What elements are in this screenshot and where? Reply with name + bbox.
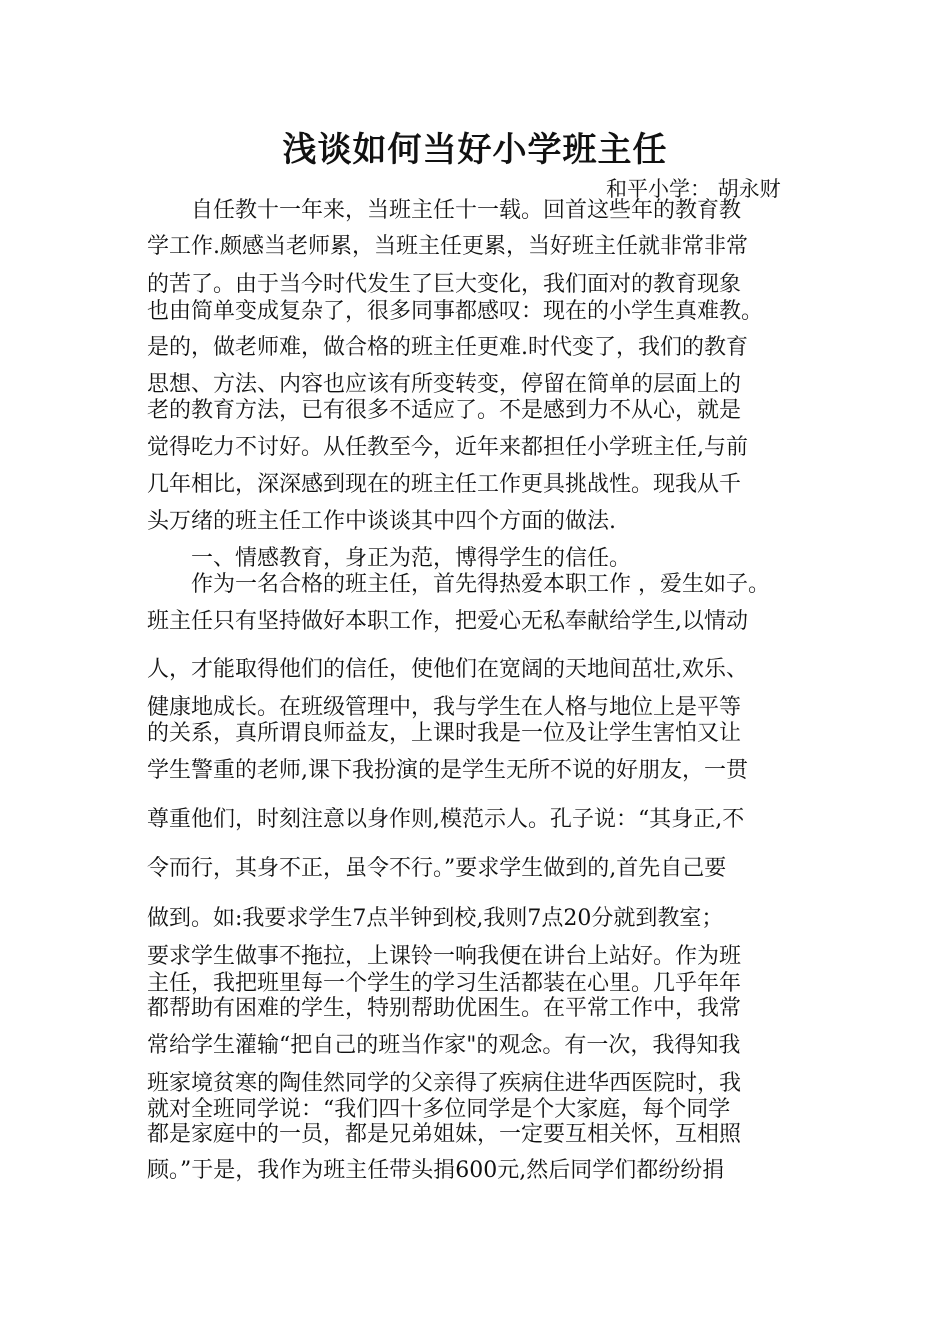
section-heading: 一、情感教育，身正为范，博得学生的信任。 [191, 546, 632, 571]
text-line: 主任，我把班里每一个学生的学习生活都装在心里。几乎年年 [147, 971, 742, 996]
text-line: 要求学生做事不拖拉，上课铃一响我便在讲台上站好。作为班 [147, 944, 742, 969]
text-line: 也由简单变成复杂了，很多同事都感叹：现在的小学生真难教。 [147, 299, 764, 324]
text-line: 学生警重的老师,课下我扮演的是学生无所不说的好朋友，一贯 [147, 758, 748, 783]
text-line: 头万绪的班主任工作中谈谈其中四个方面的做法. [147, 509, 616, 534]
text-line: 的关系，真所谓良师益友，上课时我是一位及让学生害怕又让 [147, 721, 742, 746]
text-line: 顾。”于是，我作为班主任带头捐600元,然后同学们都纷纷捐 [147, 1158, 725, 1183]
document-title: 浅谈如何当好小学班主任 [282, 130, 668, 170]
text-line: 的苦了。由于当今时代发生了巨大变化，我们面对的教育现象 [147, 272, 742, 297]
text-line: 做到。如:我要求学生7点半钟到校,我则7点20分就到教室； [147, 906, 724, 931]
text-line: 是的，做老师难，做合格的班主任更难.时代变了，我们的教育 [147, 335, 748, 360]
text-line: 作为一名合格的班主任，首先得热爱本职工作 ，爱生如子。 [191, 572, 770, 597]
text-line: 自任教十一年来，当班主任十一载。回首这些年的教育教 [191, 198, 742, 223]
text-line: 思想、方法、内容也应该有所变转变，停留在简单的层面上的 [147, 372, 742, 397]
text-line: 班主任只有坚持做好本职工作，把爱心无私奉献给学生,以情动 [147, 609, 748, 634]
text-line: 班家境贫寒的陶佳然同学的父亲得了疾病住进华西医院时，我 [147, 1071, 742, 1096]
text-line: 学工作.颇感当老师累，当班主任更累，当好班主任就非常非常 [147, 234, 748, 259]
text-line: 觉得吃力不讨好。从任教至今，近年来都担任小学班主任,与前 [147, 435, 748, 460]
text-line: 尊重他们，时刻注意以身作则,模范示人。孔子说：“其身正,不 [147, 807, 745, 832]
author-line: 和平小学： 胡永财 [606, 177, 781, 201]
text-line: 都帮助有困难的学生，特别帮助优困生。在平常工作中，我常 [147, 996, 742, 1021]
text-line: 人，才能取得他们的信任，使他们在宽阔的天地间茁壮,欢乐、 [147, 657, 748, 682]
text-line: 都是家庭中的一员，都是兄弟姐妹，一定要互相关怀，互相照 [147, 1122, 742, 1147]
text-line: 令而行，其身不正，虽令不行。”要求学生做到的,首先自己要 [147, 856, 727, 881]
text-line: 常给学生灌输“把自己的班当作家"的观念。有一次，我得知我 [147, 1033, 741, 1058]
text-line: 健康地成长。在班级管理中，我与学生在人格与地位上是平等 [147, 695, 742, 720]
text-line: 就对全班同学说：“我们四十多位同学是个大家庭，每个同学 [147, 1097, 731, 1122]
text-line: 几年相比，深深感到现在的班主任工作更具挑战性。现我从千 [147, 472, 742, 497]
text-line: 老的教育方法，已有很多不适应了。不是感到力不从心，就是 [147, 398, 742, 423]
